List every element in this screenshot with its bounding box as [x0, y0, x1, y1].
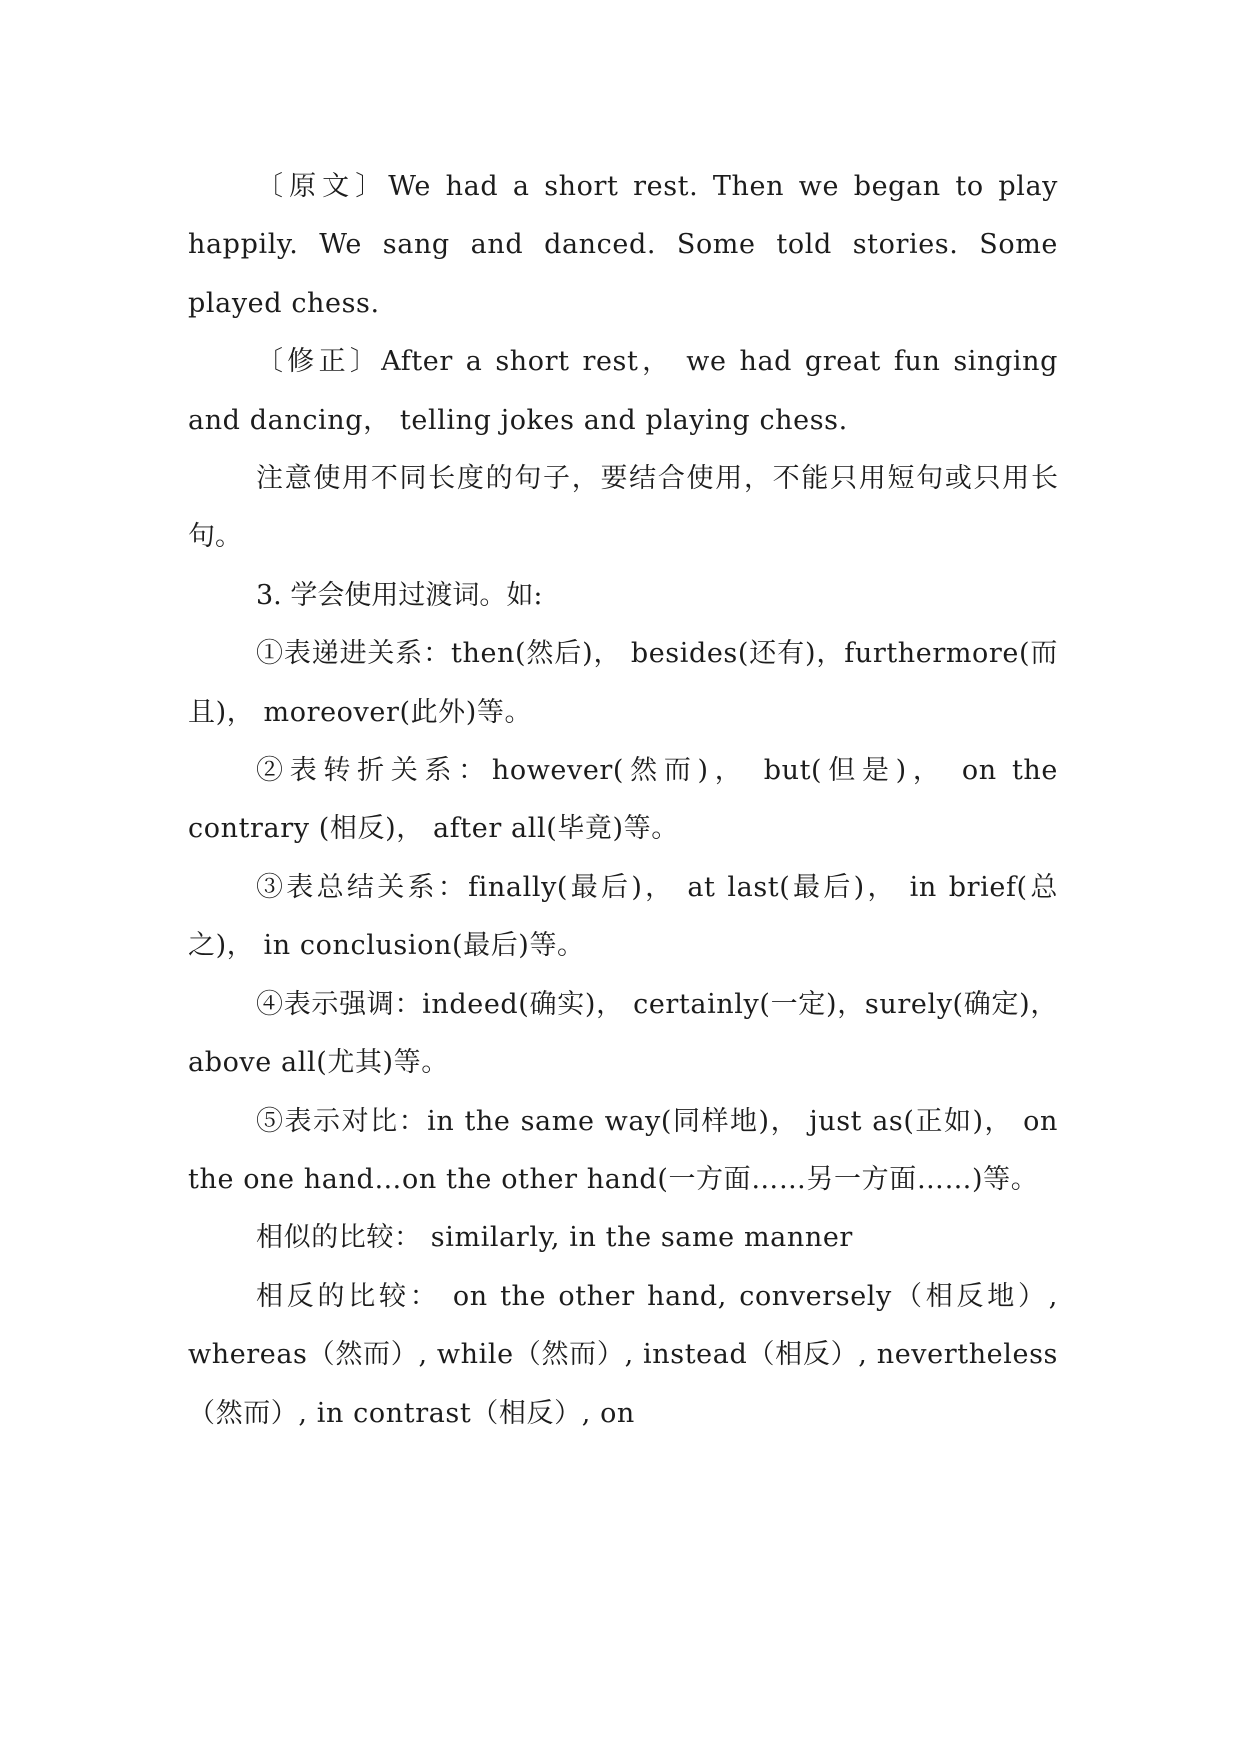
paragraph-opposite-comparison: 相反的比较： on the other hand, conversely（相反地）, whereas（然而）, while（然而）, instead（相反）, nevertheless（然而）, in contrast（相反）, on	[188, 1280, 1058, 1429]
list-item-emphasis: ④表示强调：indeed(确实)， certainly(一定)，surely(确定)， above all(尤其)等。	[188, 988, 1058, 1079]
list-item-progression: ①表递进关系：then(然后)， besides(还有)，furthermore(而且)， moreover(此外)等。	[188, 638, 1058, 728]
paragraph-original-text: 〔原文〕We had a short rest. Then we began to play happily. We sang and danced. Some told stories. Some played chess.	[188, 171, 1058, 319]
list-item-comparison: ⑤表示对比：in the same way(同样地)， just as(正如)， on the one hand…on the other hand(一方面……另一方面……)等。	[188, 1105, 1058, 1195]
paragraph-note-sentence-length: 注意使用不同长度的句子，要结合使用，不能只用短句或只用长句。	[188, 463, 1058, 553]
paragraph-point-3-heading: 3. 学会使用过渡词。如:	[256, 579, 543, 611]
list-item-summary: ③表总结关系：finally(最后)， at last(最后)， in brief(总之)， in conclusion(最后)等。	[188, 871, 1058, 962]
paragraph-revised-text: 〔修正〕After a short rest， we had great fun singing and dancing， telling jokes and playing chess.	[188, 346, 1058, 436]
paragraph-similar-comparison: 相似的比较： similarly, in the same manner	[256, 1222, 853, 1254]
list-item-contrast-turn: ②表转折关系：however(然而)， but(但是)， on the contrary (相反)， after all(毕竟)等。	[188, 755, 1058, 845]
document-body	[188, 158, 1058, 1443]
